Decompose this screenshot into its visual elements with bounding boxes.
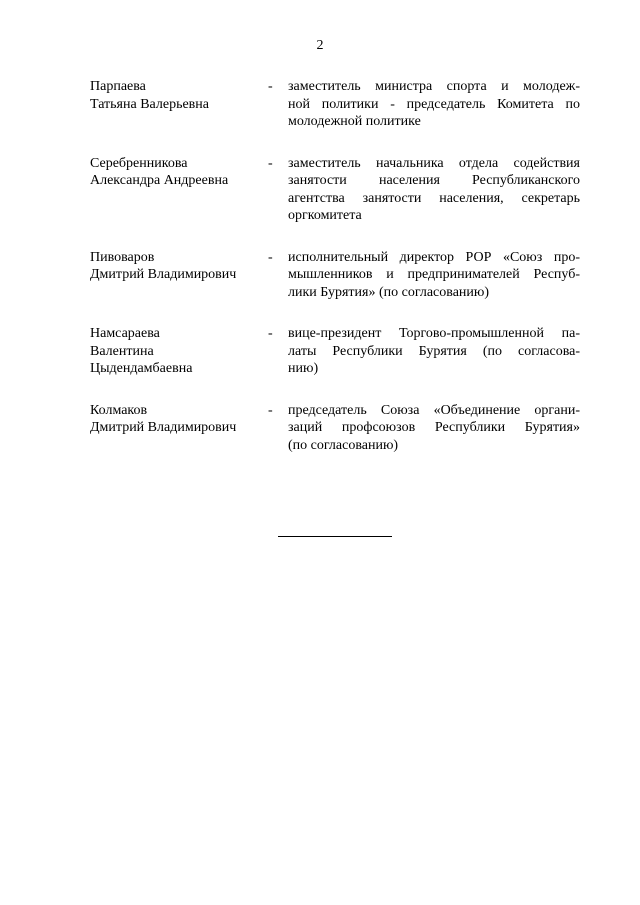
position-line: (по согласованию) [288,437,399,453]
list-item [90,78,580,131]
position-line: мышленников и предпринимателей Респуб- [288,267,580,282]
position-line: латы Республики Бурятия (по согласова- [288,343,580,359]
list-item [90,249,580,302]
member-position [288,402,580,455]
separator-dash: - [268,326,273,341]
member-name-line: Колмаков [90,402,148,418]
position-line: лики Бурятия» (по согласованию) [288,284,490,300]
member-name-line: Дмитрий Владимирович [90,267,237,282]
member-name [90,325,268,378]
member-position [288,78,580,131]
page-number: 2 [316,38,324,53]
separator-dash: - [268,79,273,94]
member-name [90,155,268,190]
separator-dash: - [268,402,273,418]
member-name [90,402,268,437]
position-line: заместитель министра спорта и молодеж- [288,79,580,94]
member-name-line: Дмитрий Владимирович [90,420,237,435]
list-item [90,402,580,455]
position-line: занятости населения Республиканского [288,173,580,188]
member-name-line: Цыдендамбаевна [90,361,193,376]
position-line: председатель Союза «Объединение органи- [288,402,580,418]
member-name-line: Пивоваров [90,249,155,265]
separator-dash: - [268,249,273,265]
position-line: заций профсоюзов Республики Бурятия» [288,420,580,435]
member-name-line: Валентина [90,343,154,359]
member-name-line: Татьяна Валерьевна [90,96,209,112]
member-name [90,249,268,284]
list-item [90,325,580,378]
position-line: ной политики - председатель Комитета по [288,96,580,112]
member-name-line: Серебренникова [90,155,188,171]
position-line: заместитель начальника отдела содействия [288,155,580,171]
member-name-line: Александра Андреевна [90,173,229,188]
position-line: нию) [288,361,319,376]
position-line: агентства занятости населения, секретарь [288,190,580,206]
member-position [288,325,580,378]
member-list [90,78,580,478]
member-position [288,249,580,302]
member-position [288,155,580,225]
list-item [90,155,580,225]
member-name-line: Парпаева [90,79,146,94]
position-line: оргкомитета [288,208,362,223]
position-line: вице-президент Торгово-промышленной па- [288,326,580,341]
position-line: молодежной политике [288,114,421,129]
separator-dash: - [268,155,273,171]
member-name [90,78,268,113]
position-line: исполнительный директор РОР «Союз про- [288,249,580,265]
end-divider [278,536,392,537]
member-name-line: Намсараева [90,326,160,341]
